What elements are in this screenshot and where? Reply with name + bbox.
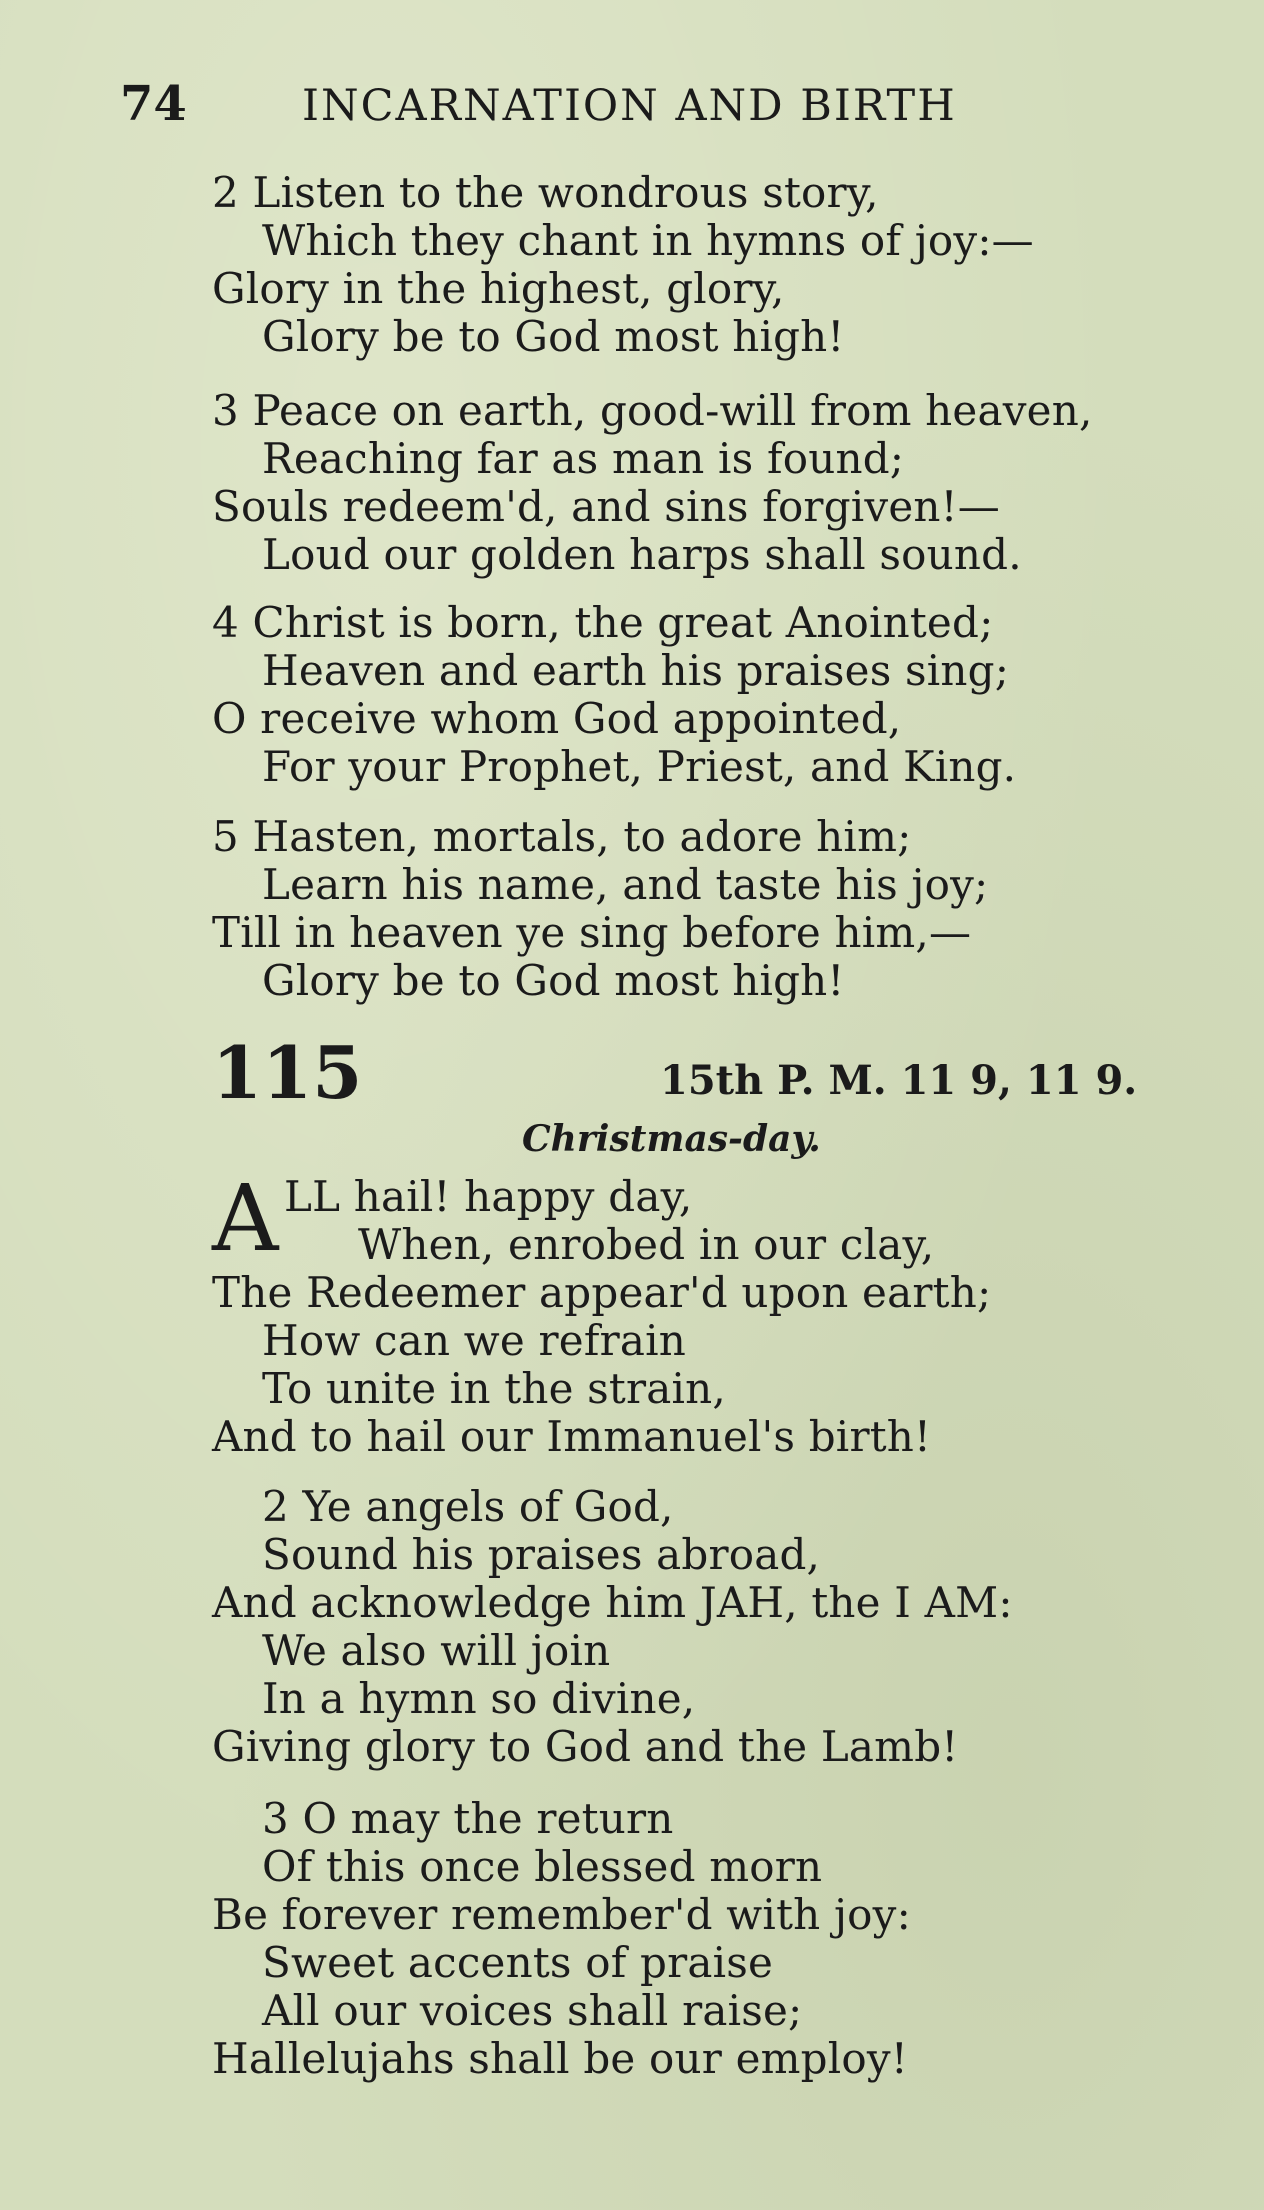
verse-line: We also will join: [262, 1626, 611, 1675]
verse-line: All our voices shall raise;: [262, 1986, 803, 2035]
verse-line: And acknowledge him JAH, the I AM:: [212, 1578, 1013, 1627]
hymn-occasion: Christmas-day.: [522, 1118, 821, 1160]
verse-line: Glory in the highest, glory,: [212, 264, 785, 313]
verse-line: Reaching far as man is found;: [262, 434, 905, 483]
verse-line: Glory be to God most high!: [262, 956, 845, 1005]
verse-line: Which they chant in hymns of joy:—: [262, 216, 1034, 265]
drop-cap: A: [212, 1165, 279, 1272]
verse-line: Be forever remember'd with joy:: [212, 1890, 911, 1939]
verse-line: When, enrobed in our clay,: [358, 1220, 935, 1269]
verse-line: How can we refrain: [262, 1316, 687, 1365]
verse-line: O receive whom God appointed,: [212, 694, 902, 743]
verse-line: 2 Listen to the wondrous story,: [212, 168, 879, 217]
verse-line: Souls redeem'd, and sins forgiven!—: [212, 482, 1000, 531]
section-title: INCARNATION AND BIRTH: [302, 81, 957, 131]
hymn-meter: 15th P. M. 11 9, 11 9.: [660, 1057, 1138, 1104]
verse-line: 3 Peace on earth, good-will from heaven,: [212, 386, 1093, 435]
verse-line: The Redeemer appear'd upon earth;: [212, 1268, 992, 1317]
verse-line: In a hymn so divine,: [262, 1674, 696, 1723]
verse-line: Glory be to God most high!: [262, 312, 845, 361]
verse-line: Loud our golden harps shall sound.: [262, 530, 1022, 579]
verse-line: For your Prophet, Priest, and King.: [262, 742, 1017, 791]
verse-line: Sound his praises abroad,: [262, 1530, 821, 1579]
verse-line: 5 Hasten, mortals, to adore him;: [212, 812, 912, 861]
verse-line: Till in heaven ye sing before him,—: [212, 908, 972, 957]
verse-line: 4 Christ is born, the great Anointed;: [212, 598, 994, 647]
verse-line: To unite in the strain,: [262, 1364, 726, 1413]
verse-line: Sweet accents of praise: [262, 1938, 774, 1987]
verse-line: Heaven and earth his praises sing;: [262, 646, 1010, 695]
verse-line: 3 O may the return: [262, 1794, 674, 1843]
verse-line: LL hail! happy day,: [284, 1172, 693, 1221]
verse-line: 2 Ye angels of God,: [262, 1482, 674, 1531]
verse-line: Learn his name, and taste his joy;: [262, 860, 989, 909]
verse-line: Hallelujahs shall be our employ!: [212, 2034, 908, 2083]
verse-line: And to hail our Immanuel's birth!: [212, 1412, 932, 1461]
hymn-number: 115: [212, 1030, 363, 1115]
page-number: 74: [120, 76, 187, 132]
verse-line: Giving glory to God and the Lamb!: [212, 1722, 959, 1771]
verse-line: Of this once blessed morn: [262, 1842, 823, 1891]
